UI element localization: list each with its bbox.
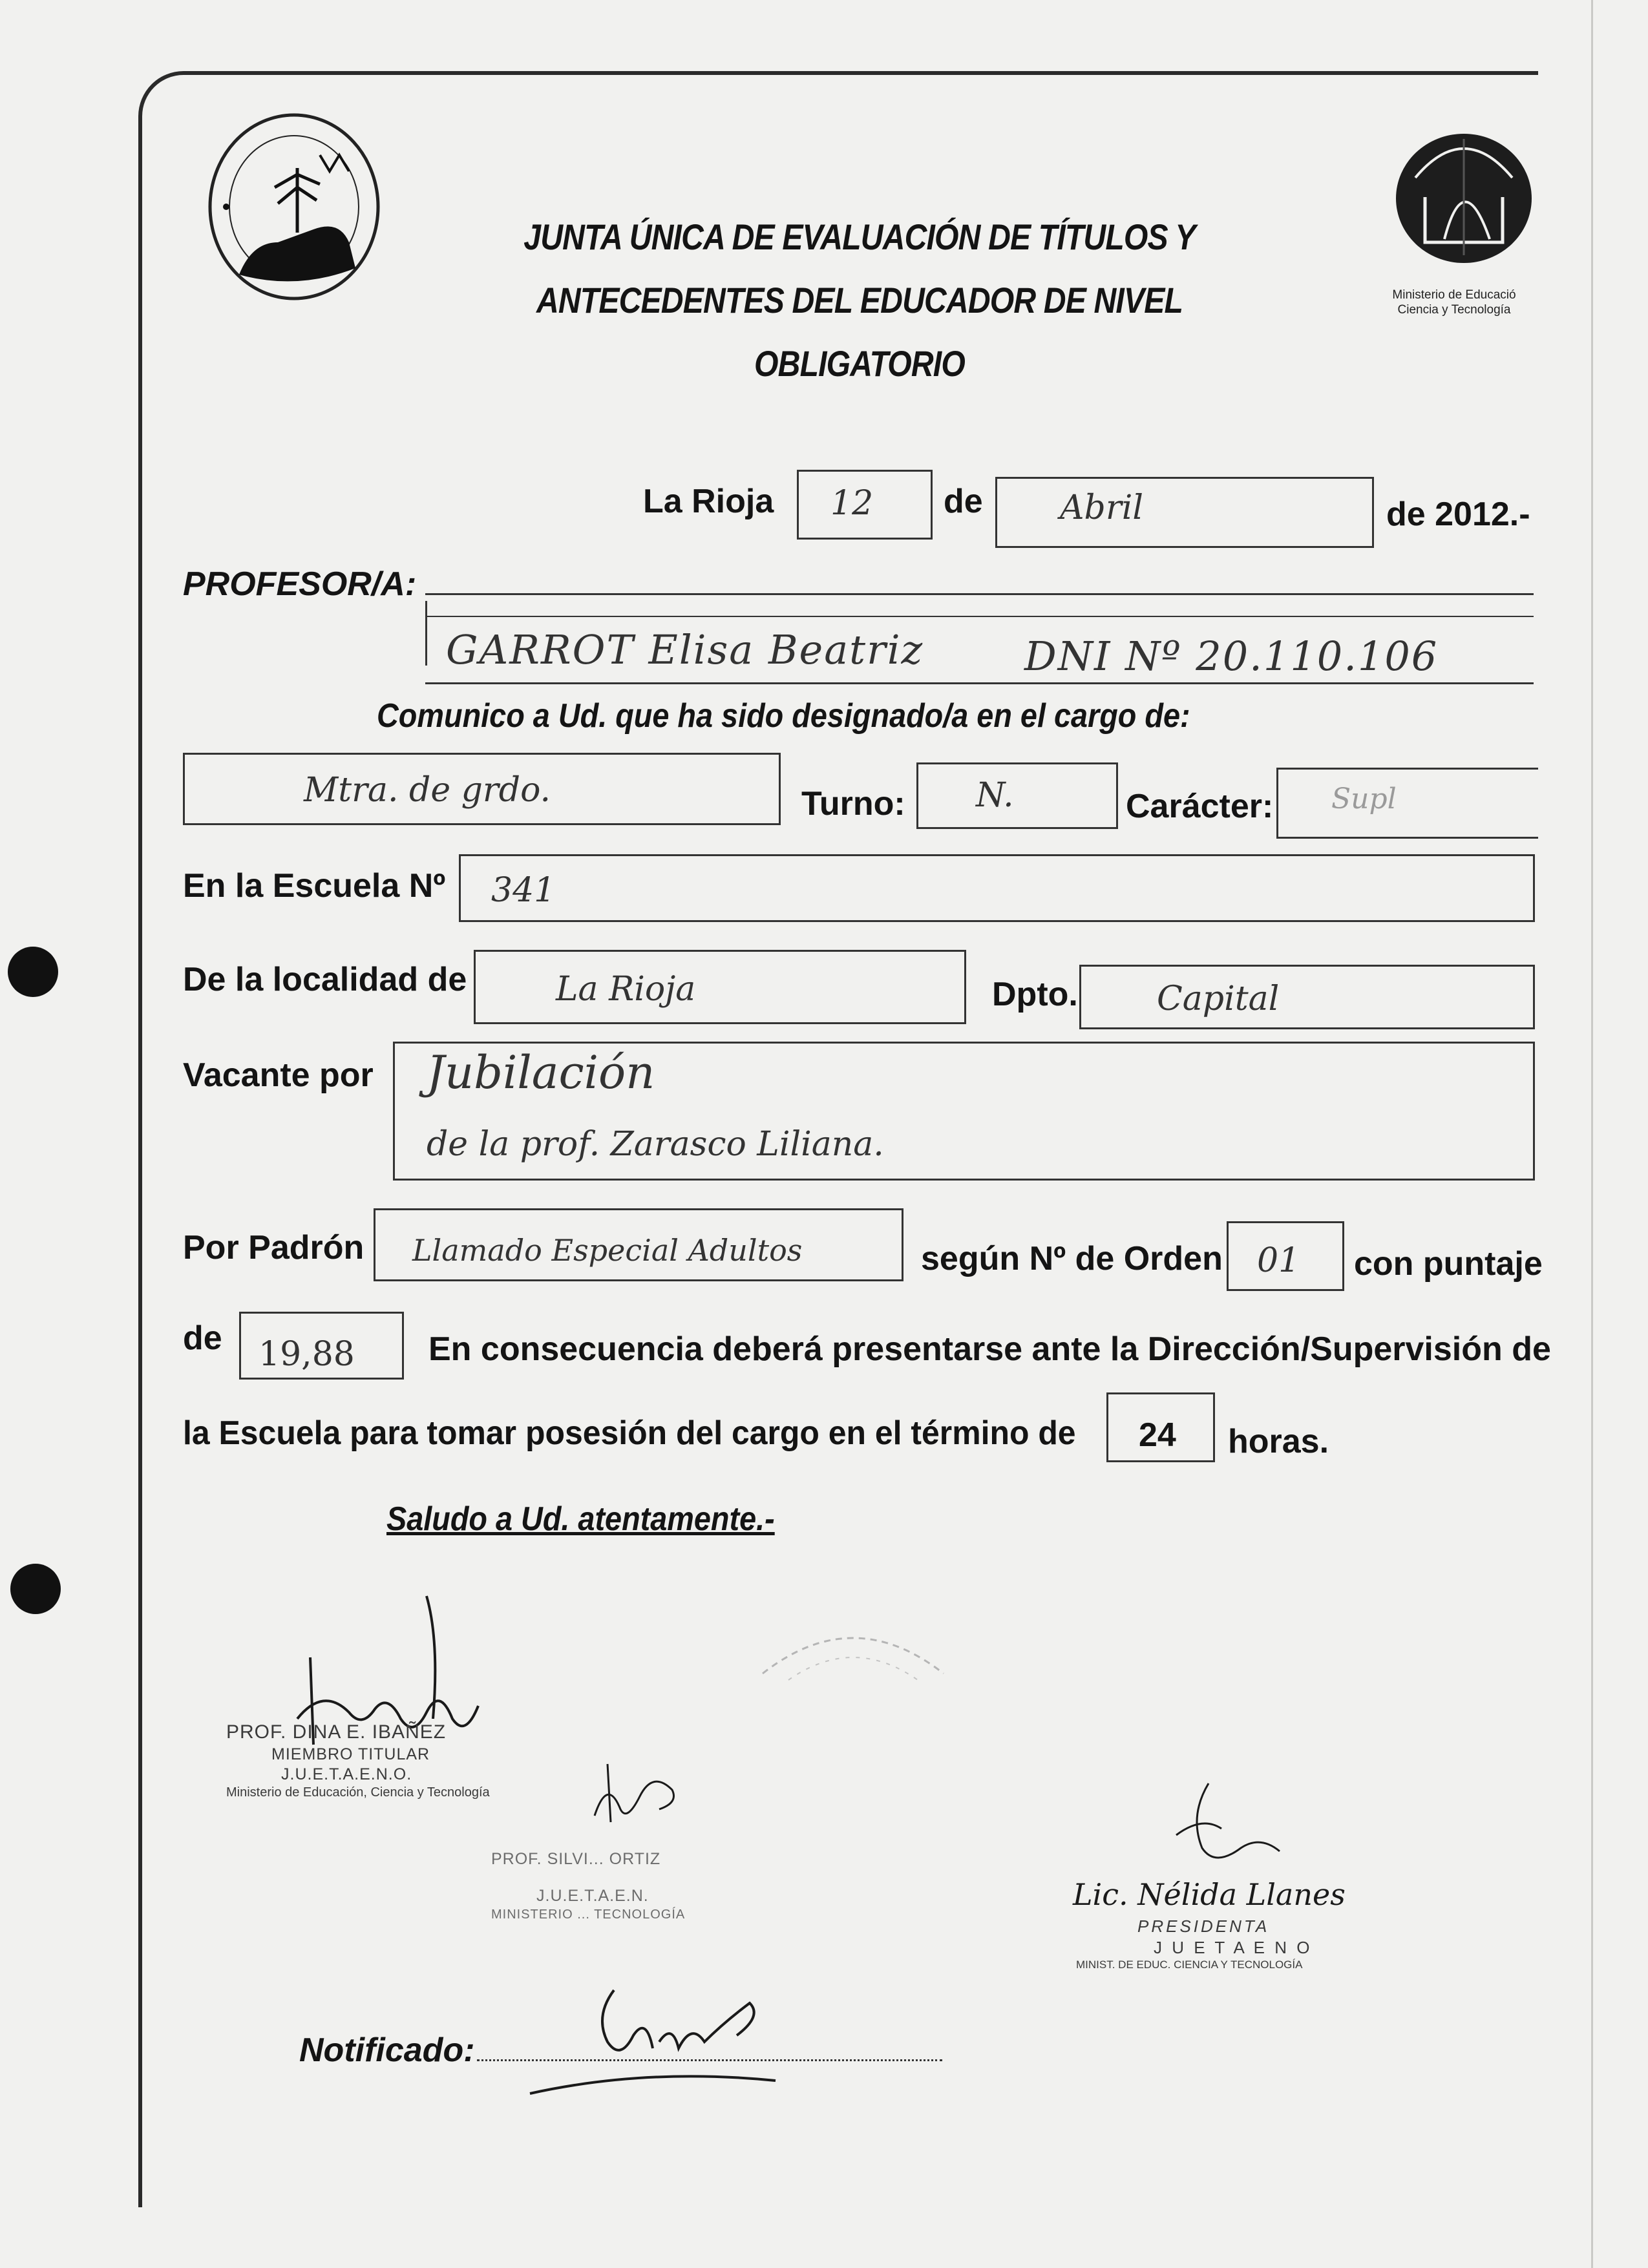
professor-box-left xyxy=(425,601,427,666)
puntaje-de-label: de xyxy=(183,1319,222,1357)
plazo-text: la Escuela para tomar posesión del cargo en el término de xyxy=(183,1414,1076,1452)
professor-mid-line xyxy=(425,616,1534,617)
caracter-value: Supl xyxy=(1331,782,1397,815)
dpto-value: Capital xyxy=(1157,980,1280,1018)
professor-bottom-line xyxy=(425,682,1534,684)
dpto-label: Dpto. xyxy=(992,976,1078,1013)
notificado-signature xyxy=(517,1964,788,2106)
closing-text: Saludo a Ud. atentamente.- xyxy=(386,1500,775,1538)
turno-box xyxy=(916,762,1118,829)
professor-label: PROFESOR/A: xyxy=(183,565,417,603)
signature-right-org: J U E T A E N O xyxy=(1154,1937,1313,1957)
month-value: Abril xyxy=(1060,488,1143,527)
signature-middle-scribble xyxy=(582,1751,698,1829)
signature-right-script: Lic. Nélida Llanes xyxy=(1073,1877,1346,1912)
signature-left-role: MIEMBRO TITULAR xyxy=(271,1745,430,1763)
escuela-value: 341 xyxy=(491,871,556,910)
vacante-line1: Jubilación xyxy=(427,1046,655,1099)
signature-left-ministry: Ministerio de Educación, Ciencia y Tecnología xyxy=(226,1785,490,1800)
consecuencia-text: En consecuencia deberá presentarse ante la Dirección/Supervisión de xyxy=(428,1330,1551,1368)
professor-dni: DNI Nº 20.110.106 xyxy=(1024,633,1439,680)
hours-value: 24 xyxy=(1139,1416,1176,1454)
escuela-box xyxy=(459,854,1535,922)
communication-text: Comunico a Ud. que ha sido designado/a en el cargo de: xyxy=(377,697,1190,735)
notificado-label: Notificado: xyxy=(299,2032,475,2069)
professor-name: GARROT Elisa Beatriz xyxy=(446,626,924,673)
ministry-logo xyxy=(1386,126,1541,275)
professor-top-line xyxy=(425,593,1534,595)
turno-label: Turno: xyxy=(801,785,905,823)
month-box xyxy=(995,477,1374,548)
signature-right-ministry: MINIST. DE EDUC. CIENCIA Y TECNOLOGÍA xyxy=(1076,1958,1303,1971)
ministry-name xyxy=(1357,288,1551,317)
signature-middle-block xyxy=(491,1849,685,1923)
ministry-line2: Ciencia y Tecnología xyxy=(1397,303,1511,317)
year-label: de 2012.- xyxy=(1386,496,1530,533)
orden-value: 01 xyxy=(1257,1241,1300,1280)
hours-label: horas. xyxy=(1228,1423,1329,1460)
ministry-line1: Ministerio de Educació xyxy=(1392,288,1516,302)
signature-left-name: PROF. DINA E. IBAÑEZ xyxy=(226,1721,447,1743)
padron-label: Por Padrón xyxy=(183,1229,364,1266)
signature-middle-org: J.U.E.T.A.E.N. xyxy=(536,1887,649,1906)
signature-middle-ministry: MINISTERIO ... TECNOLOGÍA xyxy=(491,1907,686,1922)
cargo-value: Mtra. de grdo. xyxy=(304,771,551,810)
escuela-label: En la Escuela Nº xyxy=(183,867,446,905)
date-de-label: de xyxy=(944,483,983,520)
binder-hole-bottom xyxy=(10,1564,61,1614)
localidad-box xyxy=(474,950,966,1024)
signature-right-role: PRESIDENTA xyxy=(1137,1916,1270,1936)
localidad-value: La Rioja xyxy=(556,970,696,1009)
signature-left-org: J.U.E.T.A.E.N.O. xyxy=(281,1765,412,1783)
caracter-box xyxy=(1276,768,1538,839)
orden-label: según Nº de Orden xyxy=(921,1240,1223,1277)
caracter-label: Carácter: xyxy=(1126,788,1274,825)
localidad-label: De la localidad de xyxy=(183,961,467,998)
signature-right-block xyxy=(1076,1916,1312,1971)
juetaeno-logo xyxy=(200,110,388,304)
padron-value: Llamado Especial Adultos xyxy=(412,1233,803,1268)
vacante-label: Vacante por xyxy=(183,1056,374,1094)
turno-value: N. xyxy=(976,776,1014,815)
dpto-box xyxy=(1079,965,1535,1029)
city-label: La Rioja xyxy=(643,483,774,520)
signature-left-block xyxy=(226,1720,490,1801)
vacante-line2: de la prof. Zarasco Liliana. xyxy=(427,1125,884,1164)
document-title xyxy=(432,205,1287,395)
puntaje-value: 19,88 xyxy=(259,1335,355,1374)
puntaje-label: con puntaje xyxy=(1354,1245,1543,1283)
signature-right-scribble xyxy=(1150,1777,1293,1874)
faint-stamp xyxy=(750,1596,956,1725)
binder-hole-top xyxy=(8,947,58,997)
day-value: 12 xyxy=(830,484,874,523)
right-edge-line xyxy=(1591,0,1593,2268)
signature-middle-name: PROF. SILVI... ORTIZ xyxy=(491,1850,661,1868)
title-line1: JUNTA ÚNICA DE EVALUACIÓN DE TÍTULOS Y xyxy=(523,216,1196,257)
title-line2: ANTECEDENTES DEL EDUCADOR DE NIVEL OBLIGATORIO xyxy=(536,280,1183,384)
